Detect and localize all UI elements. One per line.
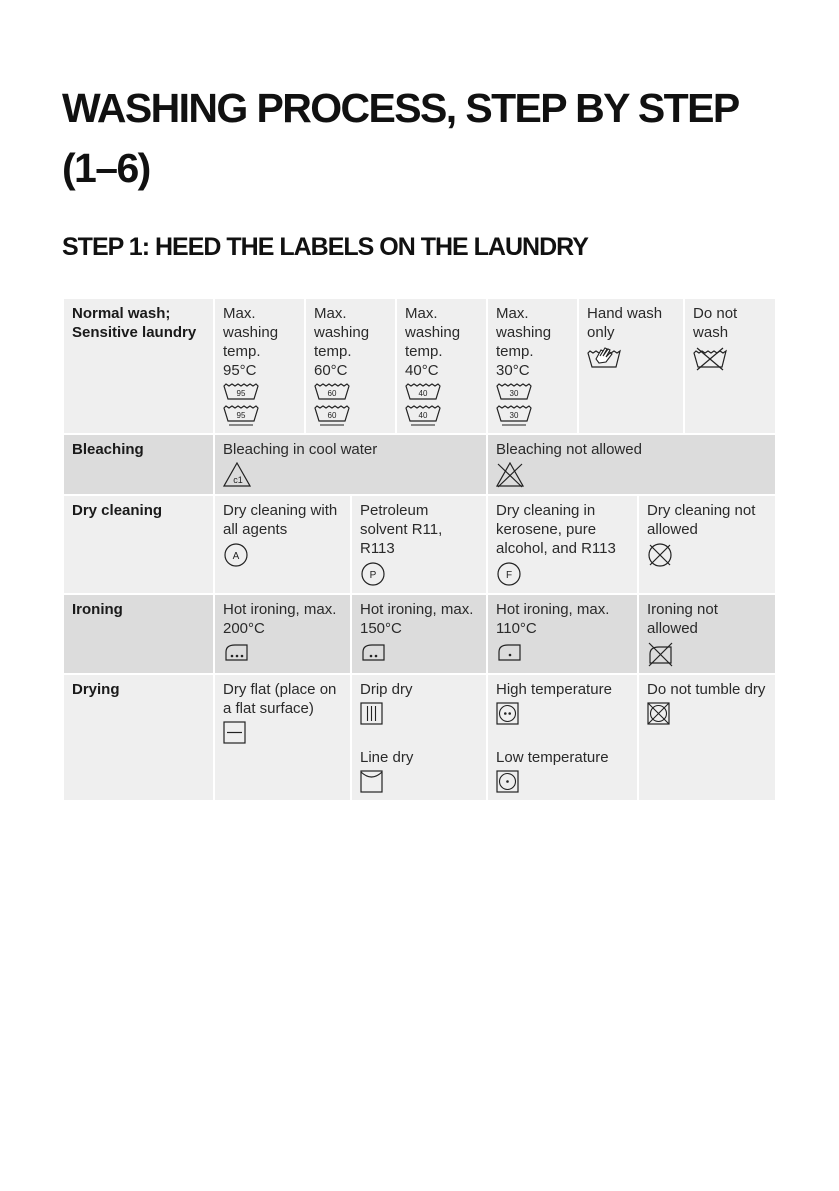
cell-hand-wash: [578, 298, 684, 434]
wash-30-number-gentle: 30: [509, 411, 519, 420]
bleach-cool-text: Bleaching in cool water: [223, 441, 378, 458]
iron-200-text: Hot ironing, max. 200°C: [223, 601, 337, 637]
tumble-dry-low-icon: [496, 770, 629, 794]
dryclean-a-letter: A: [232, 551, 240, 562]
cell-dryclean-kerosene: [487, 495, 638, 594]
do-not-wash-text: Do not wash: [693, 305, 738, 341]
tumble-high-text: High temperature: [496, 681, 612, 698]
cell-wash-60: [305, 298, 396, 434]
wash-30-number: 30: [509, 389, 519, 398]
tumble-dry-high-icon: [496, 702, 629, 726]
cell-dry-flat: [214, 674, 351, 801]
wash-40-number: 40: [418, 389, 428, 398]
iron-three-dots-icon: [223, 641, 342, 663]
dryclean-kerosene-text: Dry cleaning in kerosene, pure alcohol, and R113: [496, 502, 616, 557]
cell-dryclean-not-allowed: [638, 495, 776, 594]
wash-tub-30-icon: [496, 383, 569, 427]
row-label-ironing: Ironing: [63, 594, 214, 674]
no-dryclean-icon: [647, 542, 767, 568]
iron-two-dots-icon: [360, 641, 478, 663]
dry-flat-icon: [223, 721, 342, 745]
wash-tub-40-icon: [405, 383, 478, 427]
section-heading: STEP 1: HEED THE LABELS ON THE LAUNDRY: [62, 233, 588, 261]
wash-30-text: Max. washing temp. 30°C: [496, 305, 552, 379]
iron-not-allowed-text: Ironing not allowed: [647, 601, 718, 637]
cell-wash-30: [487, 298, 578, 434]
cell-no-tumble: [638, 674, 776, 801]
cell-wash-95: [214, 298, 305, 434]
dryclean-not-allowed-text: Dry cleaning not allowed: [647, 502, 756, 538]
table-row-dry-cleaning: [63, 495, 776, 594]
cell-tumble-temps: [487, 674, 638, 801]
iron-one-dot-icon: [496, 641, 629, 663]
table-row-ironing: [63, 594, 776, 674]
wash-95-number: 95: [236, 389, 246, 398]
tumble-low-text: Low temperature: [496, 749, 609, 766]
line-dry-icon: [360, 770, 478, 794]
line-dry-text: Line dry: [360, 749, 414, 766]
cell-iron-not-allowed: [638, 594, 776, 674]
wash-60-number: 60: [327, 389, 337, 398]
iron-110-text: Hot ironing, max. 110°C: [496, 601, 610, 637]
do-not-wash-icon: [693, 345, 767, 371]
dryclean-p-icon: [360, 561, 478, 587]
no-iron-icon: [647, 641, 767, 667]
dryclean-a-icon: [223, 542, 342, 568]
cell-bleach-cool: [214, 434, 487, 495]
cell-iron-200: [214, 594, 351, 674]
table-row-washing: [63, 298, 776, 434]
care-label-table: [62, 297, 777, 802]
table-row-bleaching: [63, 434, 776, 495]
wash-40-text: Max. washing temp. 40°C: [405, 305, 461, 379]
wash-tub-95-icon: [223, 383, 296, 427]
no-tumble-text: Do not tumble dry: [647, 681, 766, 698]
cell-bleach-not-allowed: [487, 434, 776, 495]
cell-dryclean-petroleum: [351, 495, 487, 594]
drip-dry-text: Drip dry: [360, 681, 413, 698]
page-title: WASHING PROCESS, STEP BY STEP (1–6): [62, 85, 738, 191]
iron-150-text: Hot ironing, max. 150°C: [360, 601, 474, 637]
dryclean-f-letter: F: [505, 570, 513, 581]
dryclean-all-text: Dry cleaning with all agents: [223, 502, 338, 538]
wash-40-number-gentle: 40: [418, 411, 428, 420]
no-bleach-icon: [496, 462, 767, 488]
table-row-drying: [63, 674, 776, 801]
cell-dryclean-all: [214, 495, 351, 594]
drip-dry-icon: [360, 702, 478, 726]
hand-wash-icon: [587, 345, 675, 371]
dry-flat-text: Dry flat (place on a flat surface): [223, 681, 337, 717]
hand-wash-text: Hand wash only: [587, 305, 663, 341]
row-label-bleaching: Bleaching: [63, 434, 214, 495]
wash-95-text: Max. washing temp. 95°C: [223, 305, 279, 379]
bleach-c1-symbol: c1: [233, 475, 243, 485]
row-label-washing: Normal wash; Sensitive laundry: [63, 298, 214, 434]
row-label-dry-cleaning: Dry cleaning: [63, 495, 214, 594]
dryclean-petroleum-text: Petroleum solvent R11, R113: [360, 502, 443, 557]
wash-tub-60-icon: [314, 383, 387, 427]
cell-iron-110: [487, 594, 638, 674]
cell-drip-line-dry: [351, 674, 487, 801]
wash-60-number-gentle: 60: [327, 411, 337, 420]
bleach-triangle-c1-icon: [223, 462, 478, 488]
row-label-drying: Drying: [63, 674, 214, 801]
no-tumble-dry-icon: [647, 702, 767, 726]
cell-wash-40: [396, 298, 487, 434]
wash-60-text: Max. washing temp. 60°C: [314, 305, 370, 379]
bleach-not-allowed-text: Bleaching not allowed: [496, 441, 642, 458]
dryclean-p-letter: P: [369, 570, 377, 581]
cell-iron-150: [351, 594, 487, 674]
wash-95-number-gentle: 95: [236, 411, 246, 420]
dryclean-f-icon: [496, 561, 629, 587]
cell-do-not-wash: [684, 298, 776, 434]
